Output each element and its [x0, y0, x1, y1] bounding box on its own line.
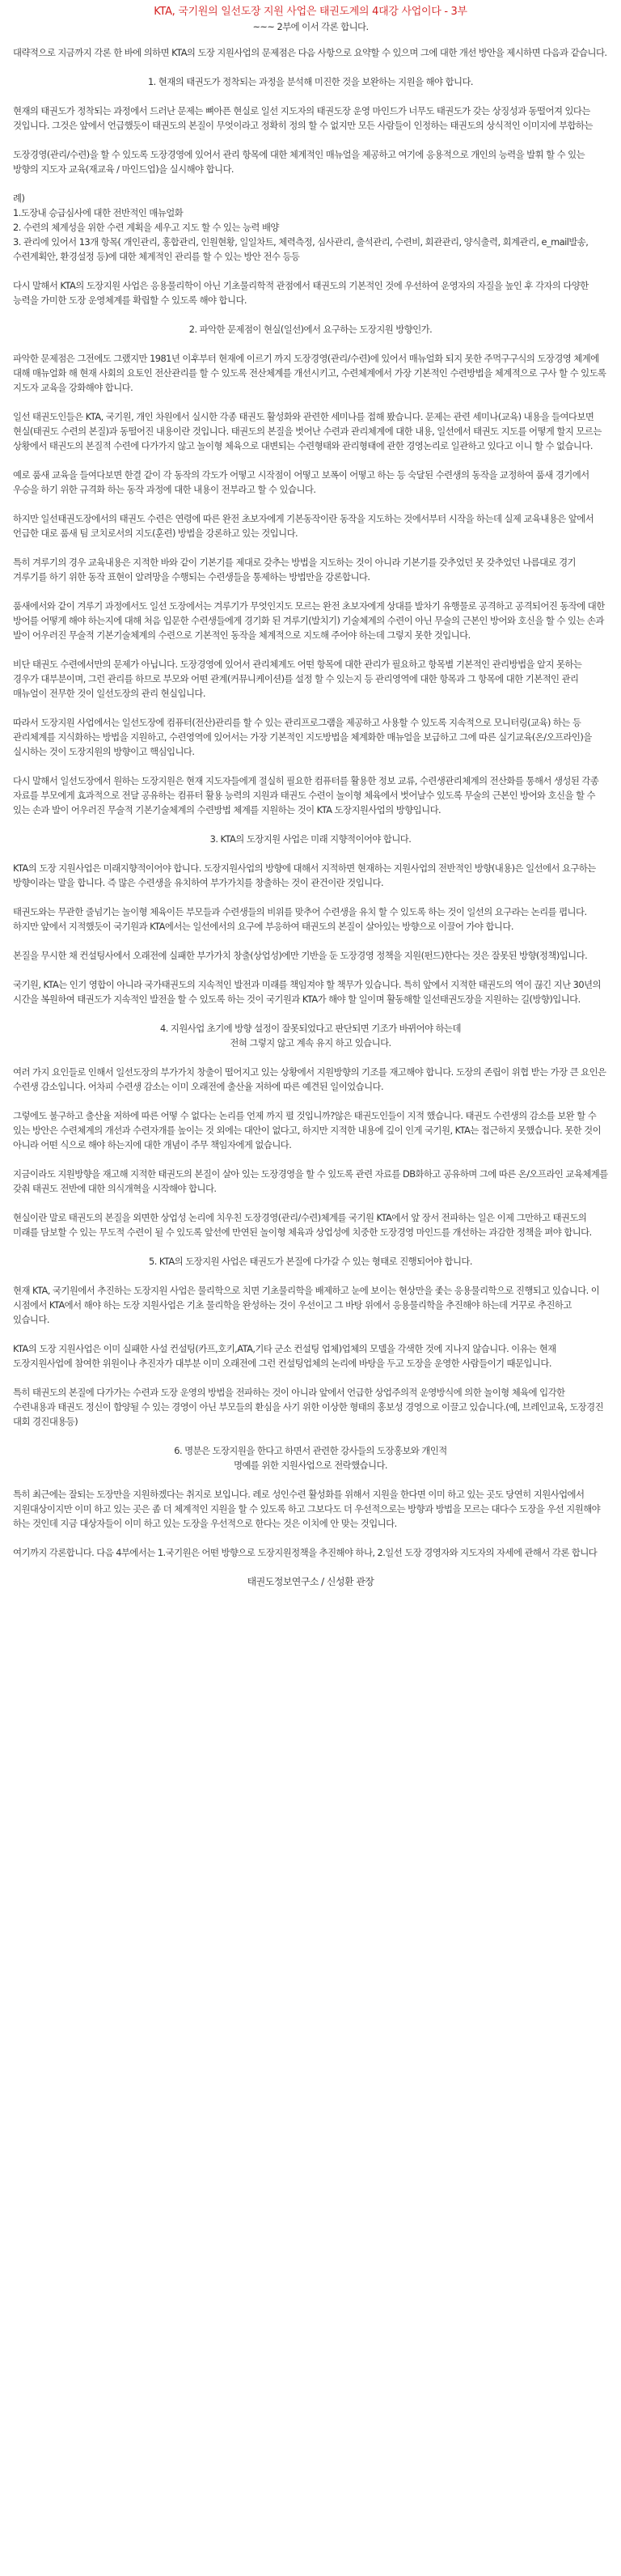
- section5-paragraph-1: 현재 KTA, 국기원에서 추진하는 도장지원 사업은 물리학으로 치면 기초물리학을 배제하고 눈에 보이는 현상만을 좇는 응용물리학으로 진행되고 있습니다. 이 시점에서 KTA에서 해야 하는 도장 지원사업은 기초 물리학을 완성하는 것이 우선이고 그 바탕 위에서 응용물리학을 추진해야 하는데 거꾸로 추진하고 있습니다.: [13, 1285, 600, 1325]
- section-heading-3: 3. KTA의 도장지원 사업은 미래 지향적이어야 합니다.: [209, 833, 412, 845]
- section2-paragraph-3: 예로 품새 교육을 들여다보면 한결 같이 각 동작의 각도가 어떻고 시작점이 어떻고 보폭이 어떻고 하는 등 숙달된 수련생의 동작을 교정하여 품새 경기에서 우승을 하기 위한 규격화 하는 동작 과정에 대한 내용이 전부라고 할 수 있습니다.: [13, 469, 589, 495]
- example-item-1: 1.도장내 승급심사에 대한 전반적인 매뉴얼화: [13, 207, 184, 218]
- section4-paragraph-2: 그렇에도 불구하고 출산율 저하에 따른 어떻 수 없다는 논리를 언제 까지 펼 것입니까?않은 태권도인들이 지적 했습니다. 태권도 수련생의 감소를 보완 할 수 있는 방안은 수련체계의 개선과 수련자개를 높이는 것 외에는 대안이 없다고, 하지만 지적한 내용에 깊이 인게 국기원, KTA는 접근하지 못했습니다. 못한 것이 아니라 어떤 식으로 해야 하는지에 대한 개념이 주무 책임자에게 없습니다.: [13, 1110, 602, 1150]
- section-heading-4: [13, 1021, 608, 1050]
- section2-paragraph-8: 따라서 도장지원 사업에서는 일선도장에 컴퓨터(전산)관리를 할 수 있는 관리프로그램을 제공하고 사용할 수 있도록 지속적으로 모니터링(교육) 하는 등 관리체계를 지식화하는 방법을 지원하고, 수련영역에 있어서는 가장 기본적인 지도방법을 체계화한 매뉴얼을 보급하고 그에 따른 실기교육(온/오프라인)을 실시하는 것이 도장지원의 방향이고 핵심입니다.: [13, 717, 592, 757]
- section4-paragraph-4: 현실이란 말로 태권도의 본질을 외면한 상업성 논리에 치우친 도장경영(관리/수련)체계를 국기원 KTA에서 앞 장서 전파하는 일은 이제 그만하고 태권도의 미래를 담보할 수 있는 무도적 수련이 될 수 있도록 앞선에 만연된 놀이형 체육과 상업성에 치중한 도장경영 마인드를 개선하는 과감한 정책을 펴야 합니다.: [13, 1212, 592, 1238]
- example-list: [13, 191, 608, 264]
- section3-paragraph-4: 국기원, KTA는 인기 영합이 아니라 국가태권도의 지속적인 발전과 미래를 책임져야 할 책무가 있습니다. 특히 앞에서 지적한 태권도의 역이 끊긴 지난 30년의 시간을 복원하여 태권도가 지속적인 발전을 할 수 있도록 하는 것이 국기원과 KTA가 해야 할 일이며 활동해할 일선태권도장을 지원하는 길(방향)입니다.: [13, 979, 601, 1005]
- section-heading-4-line-1: 4. 지원사업 초기에 방향 설정이 잘못되었다고 판단되면 기조가 바뀌어야 하는데: [160, 1023, 461, 1034]
- example-item-2: 2. 수련의 체계성을 위한 수련 계획을 세우고 지도 할 수 있는 능력 배양: [13, 222, 279, 233]
- section-heading-6: [13, 1443, 608, 1472]
- section5-paragraph-3: 특히 태권도의 본질에 다가가는 수련과 도장 운영의 방법을 전파하는 것이 아니라 앞에서 언급한 상업주의적 운영방식에 의한 놀이형 체육에 입각한 수련내용과 태권도 정신이 함양될 수 있는 경영이 아닌 부모들의 환심을 사기 위한 이상한 형태의 홍보성 경영으로 이끌고 있습니다.(예, 브레인교육, 도장경진 대회 경진대용등): [13, 1387, 604, 1427]
- section-heading-5: 5. KTA의 도장지원 사업은 태권도가 본질에 다가갈 수 있는 형태로 진행되어야 합니다.: [149, 1256, 472, 1267]
- intro-paragraph: 대략적으로 지금까지 각론 한 바에 의하면 KTA의 도장 지원사업의 문제점은 다음 사항으로 요약할 수 있으며 그에 대한 개선 방안을 제시하면 다음과 같습니다.: [13, 47, 607, 58]
- section2-paragraph-4: 하지만 일선태권도장에서의 태권도 수련은 연령에 따른 완전 초보자에게 기본동작이란 동작을 지도하는 것에서부터 시작을 하는데 실제 교육내용은 앞에서 언급한 대로 품새 팀 코치로서의 지도(훈련) 방법을 강론하고 있는 것입니다.: [13, 513, 594, 539]
- section3-paragraph-1: KTA의 도장 지원사업은 미래지향적이어야 합니다. 도장지원사업의 방향에 대해서 지적하면 현재하는 지원사업의 전반적인 방향(내용)은 일선에서 요구하는 방향이라는 말을 합니다. 즉 많은 수련생을 유치하여 부가가치를 창출하는 것이 관건이란 것입니다.: [13, 862, 596, 888]
- section1-paragraph-2: 도장경영(관리/수련)을 할 수 있도록 도장경영에 있어서 관리 항목에 대한 체계적인 매뉴얼을 제공하고 여기에 응용적으로 개인의 능력을 발휘 할 수 있는 방향의 지도자 교육(재교육 / 마인드업)을 실시해야 합니다.: [13, 149, 585, 175]
- section4-paragraph-3: 지금이라도 지원방향을 재고해 지적한 태권도의 본질이 살아 있는 도장경영을 할 수 있도록 관련 자료를 DB화하고 공유하며 그에 따른 온/오프라인 교육체계를 갖춰 태권도 전반에 대한 의식개혁을 시작해야 합니다.: [13, 1168, 608, 1194]
- article-subtitle: ~~~ 2부에 이서 각론 합니다.: [252, 21, 369, 32]
- section2-paragraph-7: 비단 태권도 수련에서만의 문제가 아닙니다. 도장경영에 있어서 관리체계도 어떤 항목에 대한 관리가 필요하고 항목별 기본적인 관리방법을 알지 못하는 경우가 대부분이며, 그런 관리를 하므로 부모와 어떤 관계(커뮤니케이션)를 설정 할 수 있는지 등 관리영역에 대한 항목과 그 항목에 대한 기본적인 관리 매뉴얼이 전무한 것이 일선도장의 관리 현실입니다.: [13, 659, 582, 699]
- author-signature: 태권도정보연구소 / 신성환 관장: [247, 1576, 374, 1587]
- article-title: KTA, 국기원의 일선도장 지원 사업은 태권도계의 4대강 사업이다 - 3부: [154, 6, 467, 18]
- section-heading-2: 2. 파악한 문제점이 현실(일선)에서 요구하는 도장지원 방향인가.: [188, 324, 433, 335]
- section3-paragraph-3: 본질을 무시한 채 컨설팅사에서 오래전에 실패한 부가가치 창출(상업성)에만 기반을 둔 도장경영 정책을 지원(펀드)한다는 것은 잘못된 방향(정책)입니다.: [13, 950, 588, 961]
- section2-paragraph-2: 일선 태권도인들은 KTA, 국기원, 개인 차원에서 실시한 각종 태권도 활성화와 관련한 세미나를 접해 봤습니다. 문제는 관련 세미나(교육) 내용을 들여다보면 현실(태권도 수련의 본질)과 동떨어진 내용이란 것입니다. 태권도의 본질을 벗어난 수련과 관리체계에 대한 내용, 일선에서 태권도 지도를 어떻게 할지 모르는 상황에서 태권도의 본질적 수련에 다가가지 않고 놀이형 체육으로 대변되는 수련형태와 관리형태에 관한 경영논리로 일관하고 있다고 이니 할 수 없습니다.: [13, 411, 602, 451]
- section2-paragraph-1: 파악한 문제점은 그전에도 그랬지만 1981년 이후부터 현재에 이르기 까지 도장경영(관리/수련)에 있어서 매뉴얼화 되지 못한 주먹구구식의 도장경영 체계에 대해 매뉴얼화 해 현재 사회의 요토인 전산관리를 할 수 있도록 전산체계를 개선시키고, 수련체계에서 가장 기본적인 수련방법을 체계적으로 구사 할 수 있도록 지도자 교육을 강화해야 합니다.: [13, 353, 606, 393]
- closing-paragraph: 여기까지 각론합니다. 다음 4부에서는 1.국기원은 어떤 방향으로 도장지원정책을 추진해야 하나, 2.일선 도장 경영자와 지도자의 자세에 관해서 각론 합니다: [13, 1547, 598, 1558]
- section4-paragraph-1: 여러 가지 요인들로 인해서 일선도장의 부가가치 창출이 떨어지고 있는 상황에서 지원방향의 기조를 재고해야 합니다. 도장의 존립이 위협 받는 가장 큰 요인은 수련생 감소입니다. 어차피 수련생 감소는 이미 오래전에 출산율 저하에 따른 예견된 일이었습니다.: [13, 1066, 606, 1092]
- section1-paragraph-3: 다시 말해서 KTA의 도장지원 사업은 응용물리학이 아닌 기초물리학적 관점에서 태권도의 기본적인 것에 우선하여 운영자의 자질을 높인 후 각자의 다양한 능력을 가미한 도장 운영체계를 확립할 수 있도록 해야 합니다.: [13, 280, 589, 306]
- section1-paragraph-1: 현재의 태권도가 정착되는 과정에서 드러난 문제는 뼈아픈 현실로 일선 지도자의 태권도장 운영 마인드가 너무도 태권도가 갖는 상징성과 동떨어져 있다는 것입니다. 그것은 앞에서 언급했듯이 태권도의 본질이 무엇이라고 정확히 정의 할 수 없지만 모든 사람들이 인정하는 태권도의 상식적인 이미지에 부합하는: [13, 105, 593, 131]
- section6-paragraph-1: 특히 최근에는 잘되는 도장만을 지원하겠다는 취지로 보입니다. 레로 성인수련 활성화를 위해서 지원을 한다면 이미 하고 있는 곳도 당연히 지원사업에서 지원대상이지만 이미 하고 있는 곳은 좀 더 체계적인 지원을 할 수 있도록 하고 그보다도 더 우선적으로는 방향과 방법을 모르는 대다수 도장을 우선 지원해야 하는 것인데 지금 대상자들이 이미 하고 있는 도장을 우선적으로 한다는 것은 이치에 안 맞는 것입니다.: [13, 1489, 601, 1529]
- section2-paragraph-5: 특히 겨루기의 경우 교육내용은 지적한 바와 같이 기본기를 제대로 갖추는 방법을 지도하는 것이 아니라 기본기를 갖추었던 못 갖추었던 나름대로 경기 겨루기를 하기 위한 동작 표현이 알려망을 수행되는 수련생들을 통제하는 방법만을 강론합니다.: [13, 557, 577, 583]
- section-heading-6-line-1: 6. 명분은 도장지원을 한다고 하면서 관련한 강사들의 도장홍보와 개인적: [174, 1445, 447, 1456]
- section3-paragraph-2: 태권도와는 무관한 줄넘기는 놀이형 체육이든 부모들과 수련생들의 비위를 맞추어 수련생을 유치 할 수 있도록 하는 것이 일선의 요구라는 논리를 폅니다. 하지만 앞에서 지적했듯이 국기원과 KTA에서는 일선에서의 요구에 부응하여 태권도의 본질이 살아있는 방향으로 이끌어 가야 합니다.: [13, 906, 587, 932]
- example-item-3: 3. 관리에 있어서 13개 항목( 개인관리, 홍합관리, 인원현황, 일일차트, 체력측정, 심사관리, 출석관리, 수련비, 회관관리, 양식출력, 회계관리, e_mail발송, 수련계획안, 환경설정 등)에 대한 체계적인 관리를 할 수 있는 방안 전수 등등: [13, 236, 589, 262]
- example-label: 례): [13, 193, 25, 204]
- section-heading-6-line-2: 명예를 위한 지원사업으로 전락했습니다.: [234, 1460, 387, 1471]
- section-heading-4-line-2: 전혀 그렇지 않고 계속 유지 하고 있습니다.: [230, 1037, 391, 1049]
- section2-paragraph-9: 다시 말해서 일선도장에서 원하는 도장지원은 현재 지도자들에게 절실히 필요한 컴퓨터를 활용한 정보 교류, 수련생관리체계의 전산화를 통해서 생성된 각종 자료를 부모에게 효과적으로 전달 공유하는 컴퓨터 활용 능력의 지원과 태권도 수련이 놀이형 체육에서 벗어날수 있도록 무술의 근본인 방어와 호신을 할 수 있는 손과 발이 어우러진 무술적 기본기술체계의 수련방법 체계를 지원하는 것이 KTA 도장지원사업의 방향입니다.: [13, 775, 599, 816]
- section2-paragraph-6: 품새에서와 같이 겨루기 과정에서도 일선 도장에서는 겨루기가 무엇인지도 모르는 완전 초보자에게 상대를 발차기 유행물로 공격하고 공격되어진 동작에 대한 방어를 어떻게 해야 하는지에 대해 처음 입문한 수련생들에게 경기화 된 겨루기(발치기) 기술체계의 수련이 아닌 무술의 근본인 방어와 호신을 할 수 있는 손과 발이 어우러진 무술적 기본기술체계의 수련으로 기본적인 동작을 체계적으로 지도해 주어야 하는데 그렇지 못한 것입니다.: [13, 600, 605, 641]
- section-heading-1: 1. 현재의 태권도가 정착되는 과정을 분석해 미진한 것을 보완하는 지원을 해야 합니다.: [147, 76, 474, 87]
- section5-paragraph-2: KTA의 도장 지원사업은 이미 실패한 사설 컨설팅(카프,호키,ATA,기타 군소 컨설팅 업체)업체의 모델을 각색한 것에 지나지 않습니다. 이유는 현재 도장지원사업에 참여한 위원이나 추진자가 대부분 이미 오래전에 그런 컨설팅업체의 논리에 바탕을 두고 도장을 운영한 사람들이기 때문입니다.: [13, 1343, 556, 1369]
